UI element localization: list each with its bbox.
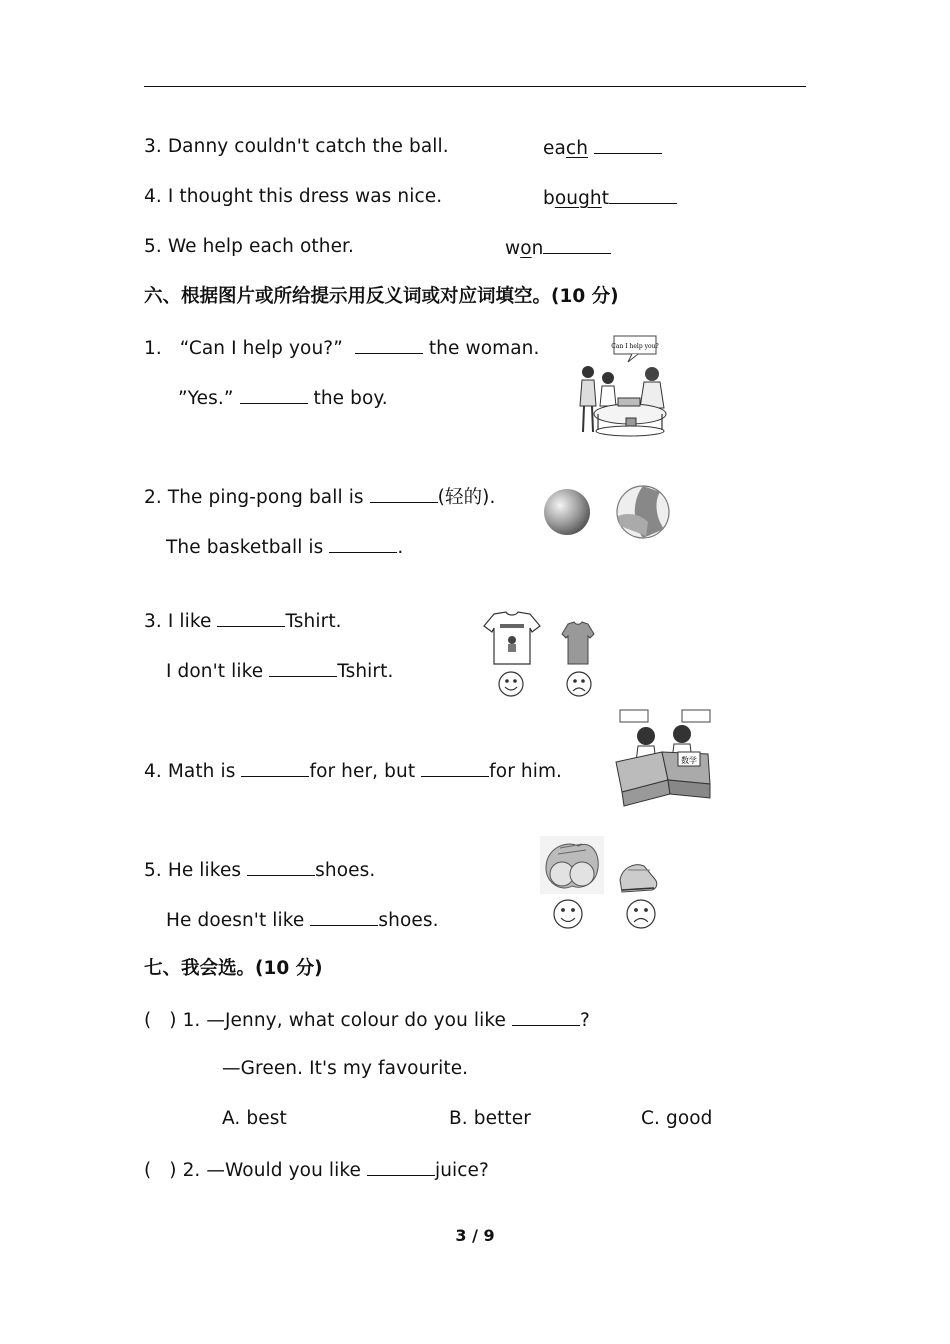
p6-q2-line2: The basketball is .: [166, 534, 403, 560]
p7-q1-option-a[interactable]: A. best: [222, 1108, 287, 1129]
speech-bubble-text: Can I help you?: [611, 343, 659, 350]
answer-blank[interactable]: [247, 857, 315, 876]
p5-q4-word: bought: [543, 185, 677, 211]
balls-illustration: [536, 482, 676, 542]
answer-blank[interactable]: [543, 235, 611, 254]
answer-blank[interactable]: [421, 758, 489, 777]
big-shoes-icon: [540, 836, 604, 894]
shop-scene-illustration: [574, 334, 674, 438]
part7-heading: 七、我会选。(10 分): [144, 958, 323, 979]
tshirts-illustration: [480, 608, 604, 700]
p6-q5-line2: He doesn't like shoes.: [166, 907, 439, 933]
answer-blank[interactable]: [241, 758, 309, 777]
answer-blank[interactable]: [512, 1007, 580, 1026]
header-rule: [144, 86, 806, 87]
p6-q1-line1: 1. “Can I help you?” the woman.: [144, 335, 539, 361]
sad-face-icon: [627, 900, 655, 928]
p6-q3-line2: I don't like Tshirt.: [166, 658, 393, 684]
answer-blank[interactable]: [240, 385, 308, 404]
shoes-illustration: [538, 834, 668, 934]
basketball-icon: [617, 486, 669, 538]
answer-blank[interactable]: [355, 335, 423, 354]
p7-q1-option-c[interactable]: C. good: [641, 1108, 713, 1129]
smiley-face-icon: [499, 672, 523, 696]
p5-q3-sentence: 3. Danny couldn't catch the ball.: [144, 136, 449, 157]
sad-face-icon: [567, 672, 591, 696]
answer-blank[interactable]: [370, 484, 438, 503]
p7-q1-option-b[interactable]: B. better: [449, 1108, 531, 1129]
p5-q4-sentence: 4. I thought this dress was nice.: [144, 186, 443, 207]
smiley-face-icon: [554, 900, 582, 928]
answer-blank[interactable]: [609, 185, 677, 204]
p6-q2-line1: 2. The ping-pong ball is (轻的).: [144, 484, 495, 510]
big-tshirt-icon: [484, 612, 540, 664]
answer-paren[interactable]: ( ): [144, 1010, 177, 1031]
book-label: 数学: [681, 756, 697, 765]
p5-q3-word: each: [543, 135, 662, 161]
p5-q5-word: won: [505, 235, 611, 261]
ping-pong-ball-icon: [544, 489, 590, 535]
answer-blank[interactable]: [367, 1157, 435, 1176]
answer-blank[interactable]: [310, 907, 378, 926]
p7-q2-stem: ( ) 2. —Would you like juice?: [144, 1157, 489, 1183]
p6-q3-line1: 3. I like Tshirt.: [144, 608, 342, 634]
small-tshirt-icon: [562, 622, 594, 664]
p6-q5-line1: 5. He likes shoes.: [144, 857, 375, 883]
p6-q1-line2: ”Yes.” the boy.: [178, 385, 388, 411]
answer-paren[interactable]: ( ): [144, 1160, 177, 1181]
answer-blank[interactable]: [329, 534, 397, 553]
small-shoes-icon: [620, 865, 657, 892]
p6-q4-line: 4. Math is for her, but for him.: [144, 758, 562, 784]
answer-blank[interactable]: [217, 608, 285, 627]
students-desks-illustration: [612, 706, 716, 810]
p5-q5-sentence: 5. We help each other.: [144, 236, 355, 257]
answer-blank[interactable]: [594, 135, 662, 154]
p7-q1-stem: ( ) 1. —Jenny, what colour do you like ?: [144, 1007, 590, 1033]
part6-heading: 六、根据图片或所给提示用反义词或对应词填空。(10 分): [144, 286, 619, 307]
page-number: 3 / 9: [455, 1226, 495, 1245]
p7-q1-reply: —Green. It's my favourite.: [222, 1058, 469, 1079]
answer-blank[interactable]: [269, 658, 337, 677]
